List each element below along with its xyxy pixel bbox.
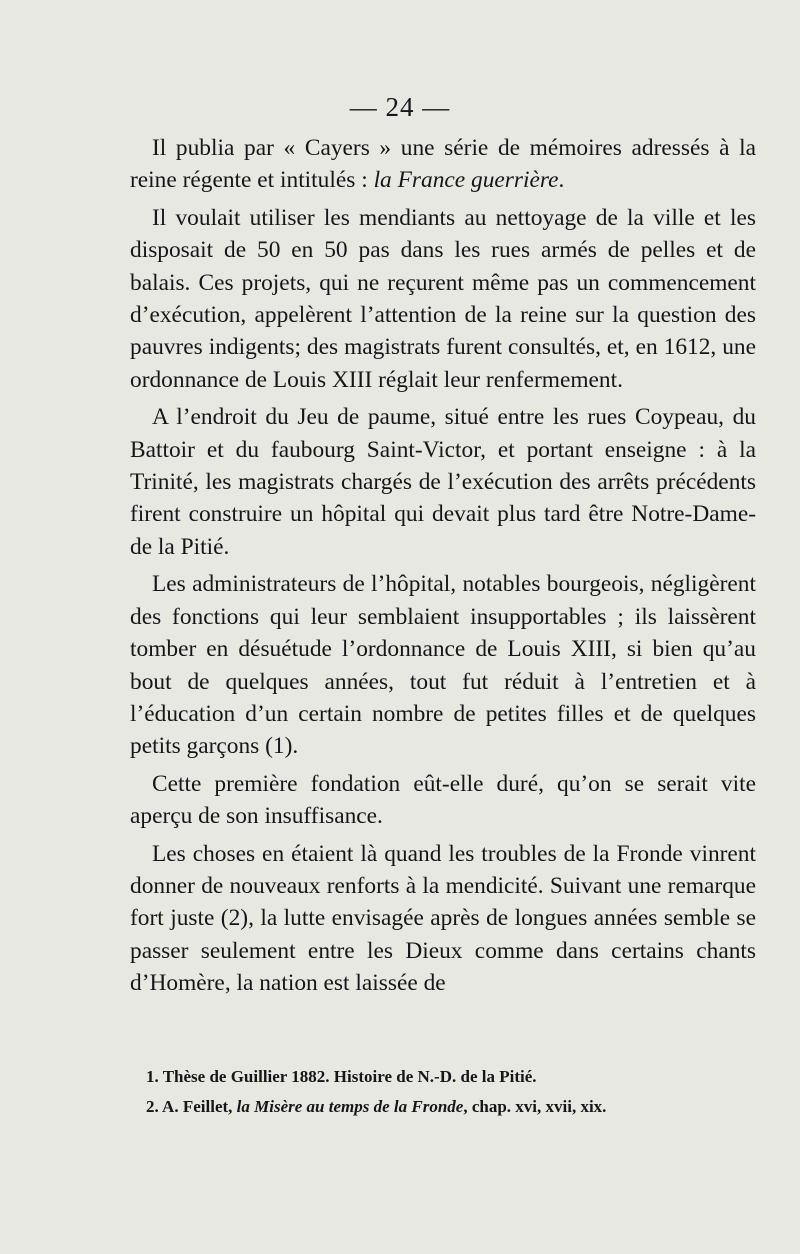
paragraph-2: Il voulait utiliser les mendiants au nettoyage de la ville et les disposait de 50 en 50 pas dans les rues armés de pelles et de balais. Ces projets, qui ne reçurent même pas un commencement d’exécution, appelèrent l’attention de la reine sur la question des pauvres indigents; des magistrats furent consultés, et, en 1612, une ordonnance de Louis XIII réglait leur renfermement. [130,204,756,393]
italic-title: la France guerrière [373,167,559,194]
paragraph-4: Les administrateurs de l’hôpital, notables bourgeois, négligèrent des fonctions qui leur semblaient insupportables ; ils laissèrent tomber en désuétude l’ordonnance de Louis XIII, si bien qu’au bout de quelques années, tout fut réduit à l’entretien et à l’éducation d’un certain nombre de petites filles et de quelques petits garçons (1). [130,571,756,760]
footnotes [146,1062,756,1122]
footnote-2 [146,1092,756,1122]
paragraph-6: Les choses en étaient là quand les troubles de la Fronde vinrent donner de nouveaux renforts à la mendicité. Suivant une remarque fort juste (2), la lutte envisagée après de longues années semble se passer seulement entre les Dieux comme dans certains chants d’Homère, la nation est laissée de [130,840,756,997]
footnote-2-author: 2. A. Feillet, [146,1097,237,1116]
footnote-2-chapters: , chap. xvi, xvii, xix. [463,1097,607,1116]
paragraph-3: A l’endroit du Jeu de paume, situé entre les rues Coypeau, du Battoir et du faubourg Saint-Victor, et portant enseigne : à la Trinité, les magistrats chargés de l’exécution des arrêts précédents firent construire un hôpital qui devait plus tard être Notre-Dame-de la Pitié. [130,404,756,560]
page-number: — 24 — [349,92,451,122]
paragraph-5: Cette première fondation eût-elle duré, qu’on se serait vite aperçu de son insuffisance. [130,770,756,830]
paragraph-1-text: Il publia par « Cayers » une série de mémoires adressés à la reine régente et intitulés : [130,135,756,194]
footnote-1: 1. Thèse de Guillier 1882. Histoire de N.-D. de la Pitié. [146,1067,537,1086]
body-text [130,132,756,1005]
footnote-2-title: la Misère au temps de la Fronde [236,1097,464,1116]
paragraph-1-end: . [558,167,565,194]
paragraph-1 [130,132,756,197]
